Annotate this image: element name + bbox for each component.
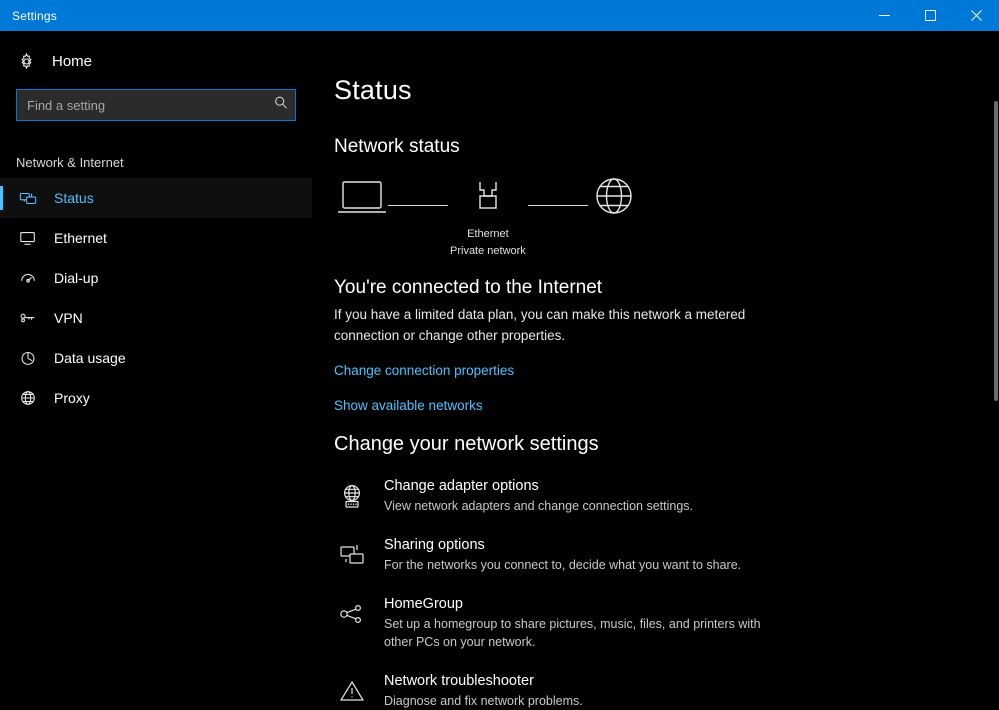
option-text — [384, 537, 741, 574]
window-controls — [861, 0, 999, 31]
home-label: Home — [52, 52, 93, 70]
option-text — [384, 478, 693, 515]
option-title: Network troubleshooter — [384, 673, 534, 690]
diagram-connection-name: Ethernet — [467, 228, 509, 240]
diagram-connection — [450, 176, 526, 259]
option-network-troubleshooter[interactable] — [334, 673, 959, 710]
proxy-globe-icon — [18, 388, 38, 408]
title-bar — [0, 0, 999, 31]
sidebar-item-status[interactable] — [0, 178, 312, 218]
gear-icon — [16, 51, 36, 71]
connected-description: If you have a limited data plan, you can make this network a metered connection or change other properties. — [334, 306, 746, 343]
ethernet-icon — [18, 228, 38, 248]
diagram-link-right — [528, 205, 588, 206]
option-change-adapter-options[interactable] — [334, 478, 959, 515]
change-network-settings-title: Change your network settings — [334, 432, 599, 455]
window-title: Settings — [12, 8, 57, 23]
sidebar-item-vpn[interactable] — [0, 298, 312, 338]
option-sharing-options[interactable] — [334, 537, 959, 574]
content-scrollbar[interactable] — [993, 31, 999, 710]
diagram-internet-caption — [612, 227, 615, 242]
search-input[interactable] — [16, 89, 296, 121]
main-content — [312, 31, 999, 710]
data-usage-icon — [18, 348, 38, 368]
connected-title: You're connected to the Internet — [334, 276, 603, 298]
homegroup-icon — [336, 598, 368, 630]
option-text — [384, 596, 784, 651]
sidebar-item-label: Dial-up — [54, 270, 99, 286]
ethernet-port-icon — [471, 176, 505, 225]
network-status-heading: Network status — [334, 136, 460, 157]
sidebar-item-proxy[interactable] — [0, 378, 312, 418]
option-description: Diagnose and fix network problems. — [384, 694, 583, 709]
sidebar-item-label: Proxy — [54, 390, 90, 406]
option-homegroup[interactable] — [334, 596, 959, 651]
network-diagram — [334, 176, 959, 259]
option-title: Change adapter options — [384, 477, 539, 494]
dialup-icon — [18, 268, 38, 288]
option-description: Set up a homegroup to share pictures, music, files, and printers with other PCs on your network. — [384, 616, 761, 649]
maximize-button[interactable] — [907, 0, 953, 31]
adapter-globe-icon — [336, 480, 368, 512]
window-body — [0, 31, 999, 710]
option-description: For the networks you connect to, decide what you want to share. — [384, 557, 742, 572]
diagram-link-left — [388, 205, 448, 206]
diagram-device-caption — [360, 227, 363, 242]
sidebar — [0, 31, 312, 710]
diagram-device — [336, 176, 388, 242]
close-button[interactable] — [953, 0, 999, 31]
sidebar-item-label: Ethernet — [54, 230, 107, 246]
sidebar-item-home[interactable] — [0, 41, 312, 81]
sidebar-item-label: Status — [54, 190, 94, 206]
option-description: View network adapters and change connection settings. — [384, 498, 693, 513]
laptop-icon — [336, 176, 388, 225]
page-title: Status — [334, 75, 412, 105]
scrollbar-thumb[interactable] — [994, 101, 998, 401]
diagram-connection-type: Private network — [450, 244, 526, 257]
minimize-button[interactable] — [861, 0, 907, 31]
sidebar-item-dial-up[interactable] — [0, 258, 312, 298]
option-title: Sharing options — [384, 536, 485, 553]
sidebar-item-label: VPN — [54, 310, 83, 326]
search-box[interactable] — [16, 89, 296, 121]
sidebar-section-title: Network & Internet — [16, 155, 124, 170]
diagram-internet — [588, 176, 640, 242]
sidebar-item-data-usage[interactable] — [0, 338, 312, 378]
show-available-networks-link[interactable]: Show available networks — [334, 397, 483, 413]
sidebar-item-ethernet[interactable] — [0, 218, 312, 258]
option-title: HomeGroup — [384, 595, 463, 612]
sidebar-item-label: Data usage — [54, 350, 126, 366]
change-connection-properties-link[interactable]: Change connection properties — [334, 362, 515, 378]
globe-icon — [588, 176, 640, 225]
vpn-key-icon — [18, 308, 38, 328]
option-text — [384, 673, 583, 710]
warning-triangle-icon — [336, 675, 368, 707]
network-status-icon — [18, 188, 38, 208]
sharing-icon — [336, 539, 368, 571]
